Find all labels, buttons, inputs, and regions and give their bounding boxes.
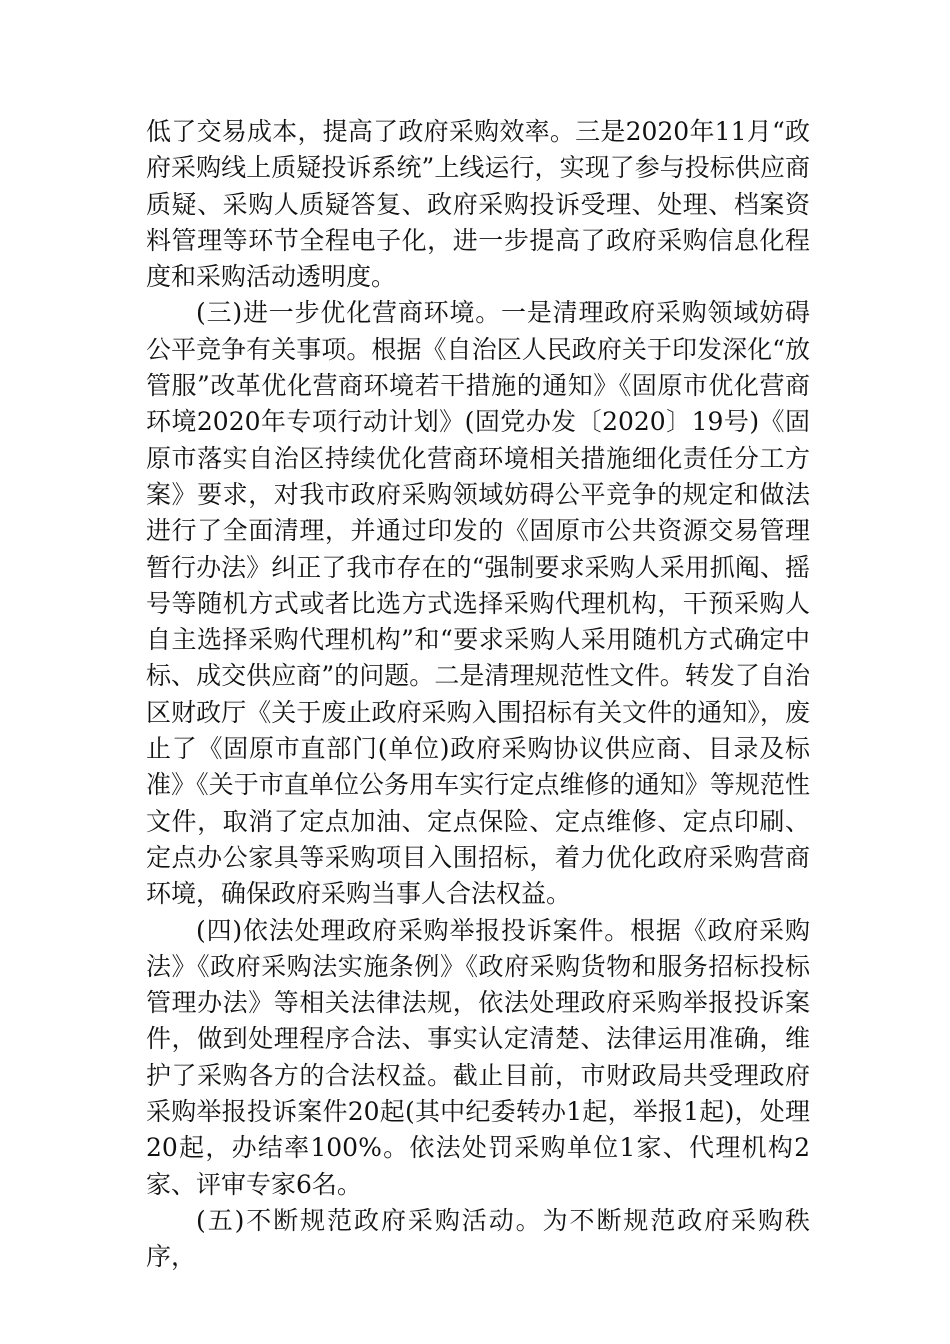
paragraph-section-4: (四)依法处理政府采购举报投诉案件。根据《政府采购法》《政府采购法实施条例》《政府采购货物和服务招标投标管理办法》等相关法律法规，依法处理政府采购举报投诉案件，做到处理程序合法、事实认定清楚、法律运用准确，维护了采购各方的合法权益。截止目前，市财政局共受理政府采购举报投诉案件20起(其中纪委转办1起，举报1起)，处理20起，办结率100%。依法处罚采购单位1家、代理机构2家、评审专家6名。 xyxy=(146,915,810,1199)
paragraph-section-3: (三)进一步优化营商环境。一是清理政府采购领域妨碍公平竞争有关事项。根据《自治区人民政府关于印发深化“放管服”改革优化营商环境若干措施的通知》《固原市优化营商环境2020年专项行动计划》(固党办发〔2020〕19号)《固原市落实自治区持续优化营商环境相关措施细化责任分工方案》要求，对我市政府采购领域妨碍公平竞争的规定和做法进行了全面清理，并通过印发的《固原市公共资源交易管理暂行办法》纠正了我市存在的“强制要求采购人采用抓阄、摇号等随机方式或者比选方式选择采购代理机构，干预采购人自主选择采购代理机构”和“要求采购人采用随机方式确定中标、成交供应商”的问题。二是清理规范性文件。转发了自治区财政厅《关于废止政府采购入围招标有关文件的通知》，废止了《固原市直部门(单位)政府采购协议供应商、目录及标准》《关于市直单位公务用车实行定点维修的通知》等规范性文件，取消了定点加油、定点保险、定点维修、定点印刷、定点办公家具等采购项目入围招标，着力优化政府采购营商环境，确保政府采购当事人合法权益。 xyxy=(146,298,810,909)
paragraph-continuation: 低了交易成本，提高了政府采购效率。三是2020年11月“政府采购线上质疑投诉系统”上线运行，实现了参与投标供应商质疑、采购人质疑答复、政府采购投诉受理、处理、档案资料管理等环节全程电子化，进一步提高了政府采购信息化程度和采购活动透明度。 xyxy=(146,117,810,292)
document-body xyxy=(146,114,810,1276)
paragraph-section-5: (五)不断规范政府采购活动。为不断规范政府采购秩序， xyxy=(146,1205,810,1272)
